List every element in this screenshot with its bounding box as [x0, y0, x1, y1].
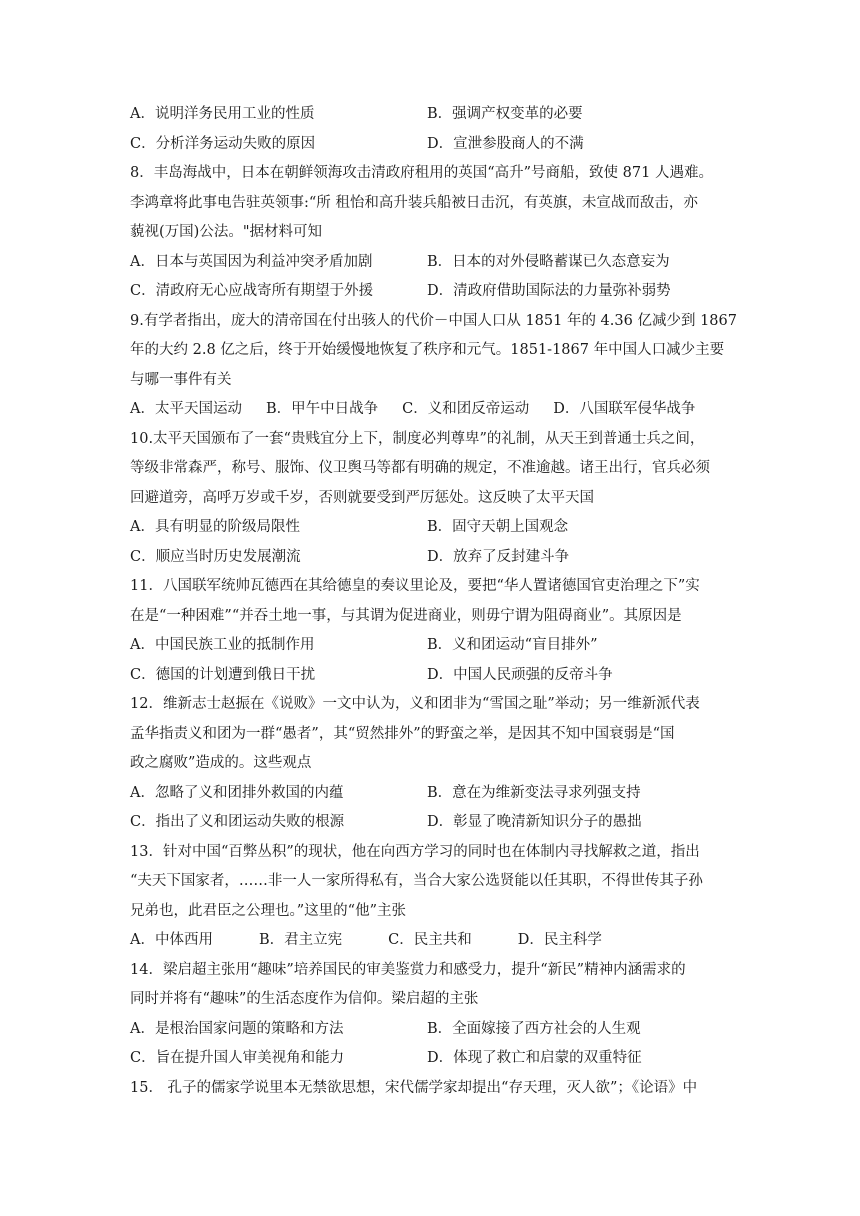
question-7-options: [130, 100, 740, 159]
option-c: C．顺应当时历史发展潮流: [130, 548, 301, 565]
question-8: [130, 159, 740, 307]
question-stem-line: 11．八国联军统帅瓦德西在其给德皇的奏议里论及，要把“华人置诸德国官吏治理之下”实: [130, 578, 700, 594]
option-d: D．体现了救亡和启蒙的双重特征: [427, 1050, 642, 1066]
option-b: B．义和团运动“盲目排外”: [427, 637, 598, 653]
question-stem-line: 李鸿章将此事电告驻英领事:“所 租怡和高升装兵船被日击沉，有英旗，未宣战而敌击，亦: [130, 194, 698, 211]
option-c: C．分析洋务运动失败的原因: [130, 135, 316, 152]
option-d: D．八国联军侵华战争: [553, 401, 696, 417]
option-b: B．强调产权变革的必要: [427, 106, 583, 122]
question-stem-line: 15． 孔子的儒家学说里本无禁欲思想，宋代儒学家却提出“存天理，灭人欲”；《论语》中: [130, 1079, 698, 1096]
option-c: C．清政府无心应战寄所有期望于外援: [130, 283, 374, 299]
option-a: A．具有明显的阶级局限性: [130, 519, 300, 535]
option-d: D．民主科学: [517, 932, 602, 948]
question-13: [130, 838, 740, 956]
option-c: C．指出了义和团运动失败的根源: [130, 814, 345, 830]
option-a: A．说明洋务民用工业的性质: [130, 106, 315, 122]
option-d: D．彰显了晚清新知识分子的愚拙: [427, 814, 642, 830]
question-list: [130, 100, 740, 1103]
option-a: A．是根治国家问题的策略和方法: [130, 1020, 344, 1037]
option-d: D．中国人民顽强的反帝斗争: [427, 666, 613, 683]
question-stem-line: 同时并将有“趣味”的生活态度作为信仰。梁启超的主张: [130, 991, 479, 1007]
option-b: B．君主立宪: [258, 932, 343, 948]
question-stem-line: 10.太平天国颁布了一套“贵贱宜分上下，制度必判尊卑”的礼制，从天王到普通士兵之间，: [130, 430, 705, 447]
option-a: A．太平天国运动: [130, 401, 242, 417]
option-a: A．中体西用: [130, 932, 213, 948]
option-c: C．民主共和: [388, 932, 472, 948]
option-d: D．放弃了反封建斗争: [427, 548, 570, 565]
question-9: [130, 307, 740, 425]
question-12: [130, 690, 740, 838]
option-c: C．德国的计划遭到俄日干扰: [130, 666, 316, 683]
option-a: A．日本与英国因为利益冲突矛盾加剧: [130, 253, 373, 270]
question-stem-line: 政之腐败”造成的。这些观点: [130, 755, 312, 771]
question-stem-line: 8．丰岛海战中，日本在朝鲜领海攻击清政府租用的英国“高升”号商船，致使 871 人遇难。: [130, 165, 713, 181]
option-d: D．清政府借助国际法的力量弥补弱势: [427, 283, 671, 299]
question-stem-line: 9.有学者指出，庞大的清帝国在付出骇人的代价－中国人口从 1851 年的 4.36 亿减少到 1867: [130, 312, 737, 329]
option-b: B．意在为维新变法寻求列强支持: [427, 784, 641, 801]
question-stem-line: 在是“一种困难”“并吞土地一事，与其谓为促进商业，则毋宁谓为阻碍商业”。其原因是: [130, 607, 682, 624]
question-stem-line: 年的大约 2.8 亿之后，终于开始缓慢地恢复了秩序和元气。1851-1867 年中国人口减少主要: [130, 342, 725, 358]
question-stem-line: 藐视(万国)公法。"据材料可知: [130, 224, 322, 240]
option-b: B．甲午中日战争: [265, 401, 379, 417]
question-stem-line: “夫天下国家者，……非一人一家所得私有，当合大家公选贤能以任其职，不得世传其子孙: [130, 873, 703, 889]
option-b: B．全面嫁接了西方社会的人生观: [427, 1020, 641, 1037]
question-stem-line: 回避道旁，高呼万岁或千岁，否则就要受到严厉惩处。这反映了太平天国: [130, 489, 594, 506]
option-d: D．宣泄参股商人的不满: [427, 135, 584, 152]
option-a: A．中国民族工业的抵制作用: [130, 637, 315, 653]
question-stem-line: 13．针对中国“百弊丛积”的现状，他在向西方学习的同时也在体制内寻找解救之道，指出: [130, 843, 700, 860]
question-10: [130, 425, 740, 573]
option-b: B．固守天朝上国观念: [427, 519, 569, 535]
option-a: A．忽略了义和团排外救国的内蕴: [130, 784, 344, 801]
option-b: B．日本的对外侵略蓄谋已久态意妄为: [427, 253, 670, 270]
question-stem-line: 14．梁启超主张用“趣味”培养国民的审美鉴赏力和感受力，提升“新民”精神内涵需求的: [130, 961, 686, 978]
question-14: [130, 956, 740, 1074]
question-stem-line: 与哪一事件有关: [130, 371, 232, 388]
question-stem-line: 孟华指责义和团为一群“愚者”，其“贸然排外”的野蛮之举，是因其不知中国衰弱是“国: [130, 725, 675, 742]
question-15: [130, 1074, 740, 1104]
option-c: C．义和团反帝运动: [402, 401, 530, 417]
question-stem-line: 等级非常森严，称号、服饰、仪卫舆马等都有明确的规定，不准逾越。诸王出行，官兵必须: [130, 460, 710, 476]
question-stem-line: 12．维新志士赵振在《说败》一文中认为，义和团非为“雪国之耻”举动；另一维新派代表: [130, 696, 700, 712]
question-11: [130, 572, 740, 690]
option-c: C．旨在提升国人审美视角和能力: [130, 1050, 345, 1066]
question-stem-line: 兄弟也，此君臣之公理也。”这里的“他”主张: [130, 902, 406, 919]
